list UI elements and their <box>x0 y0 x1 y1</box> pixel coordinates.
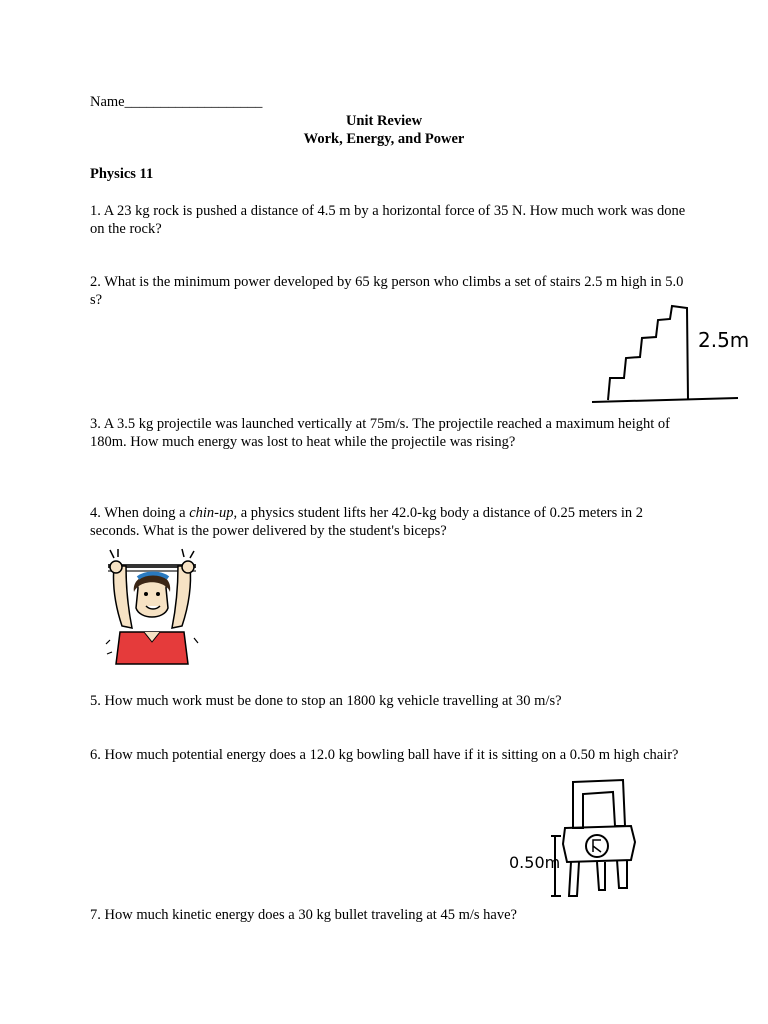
chin-up-student-icon <box>104 548 200 664</box>
stairs-sketch <box>590 300 750 410</box>
name-line: Name___________________ <box>90 94 263 110</box>
question-7: 7. How much kinetic energy does a 30 kg bullet traveling at 45 m/s have? <box>90 907 517 923</box>
question-2: 2. What is the minimum power developed by 65 kg person who climbs a set of stairs 2.5 m high in 5.0 s? <box>90 274 684 308</box>
question-4-italic-term: chin-up <box>189 505 234 521</box>
chair-bowling-ball-sketch <box>505 778 645 900</box>
question-3: 3. A 3.5 kg projectile was launched vertically at 75m/s. The projectile reached a maximum height of 180m. How much energy was lost to heat while the projectile was rising? <box>90 416 670 450</box>
question-5: 5. How much work must be done to stop an 1800 kg vehicle travelling at 30 m/s? <box>90 693 562 709</box>
stairs-height-label: 2.5m <box>698 328 750 352</box>
course-label: Physics 11 <box>90 166 154 182</box>
page-subtitle: Work, Energy, and Power <box>303 131 465 147</box>
question-6: 6. How much potential energy does a 12.0 kg bowling ball have if it is sitting on a 0.50 m high chair? <box>90 747 679 763</box>
question-4-text-end: , a physics student lifts her 42.0-kg body a distance of 0.25 meters in 2 seconds. What is the power delivered by the student's biceps? <box>90 505 644 539</box>
question-4-text-start: 4. When doing a <box>90 505 190 521</box>
question-1: 1. A 23 kg rock is pushed a distance of 4.5 m by a horizontal force of 35 N. How much work was done on the rock? <box>90 203 686 237</box>
question-4 <box>90 504 690 540</box>
page-title: Unit Review <box>345 113 423 129</box>
chair-height-label: 0.50m <box>509 853 561 872</box>
